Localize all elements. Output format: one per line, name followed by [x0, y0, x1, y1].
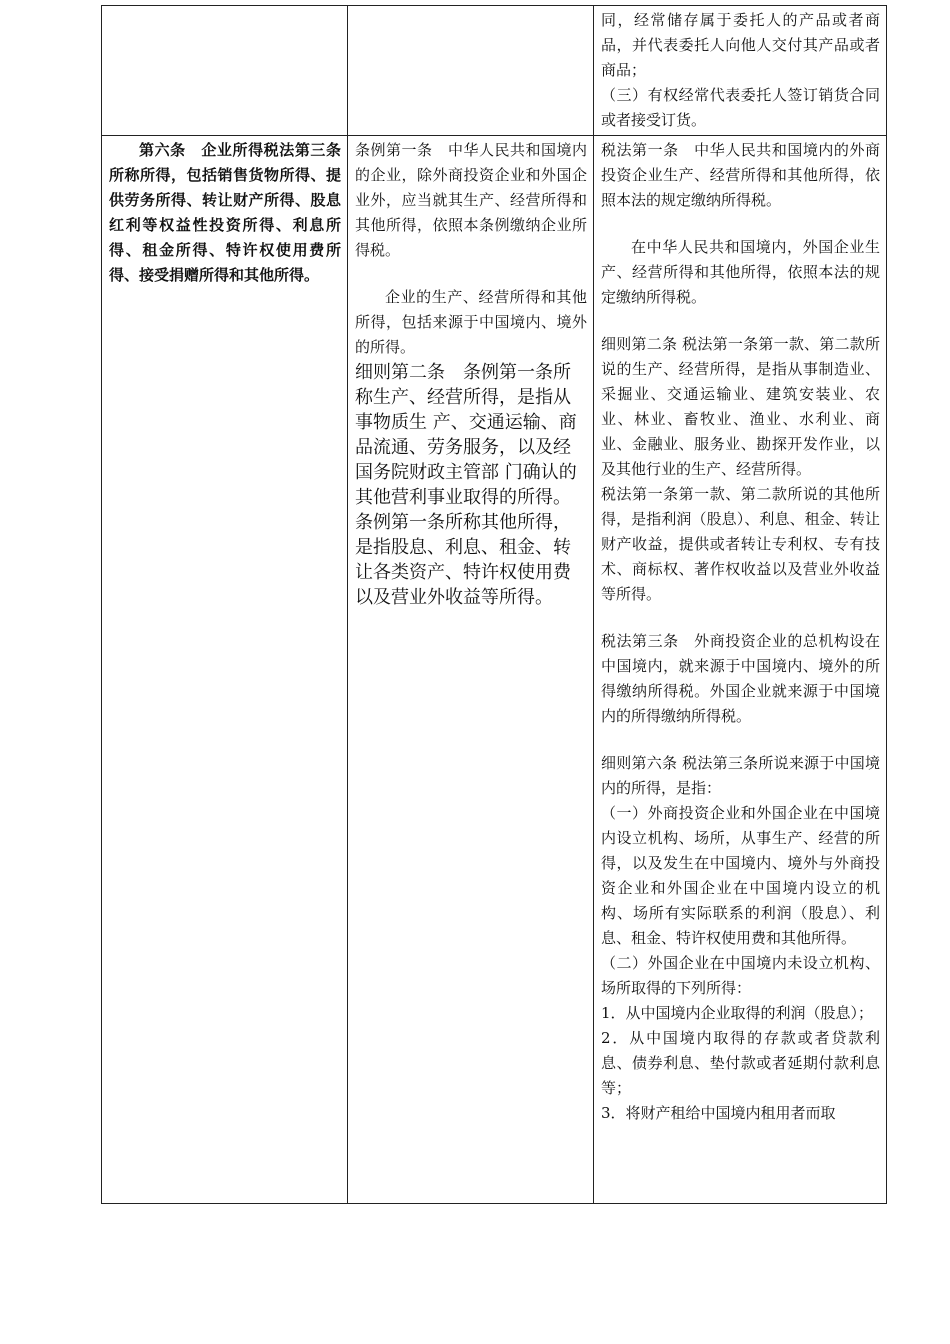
row1-col3-text: 同，经常储存属于委托人的产品或者商品，并代表委托人向他人交付其产品或者商品；	[601, 11, 880, 79]
row2-col1-cell	[102, 136, 348, 1204]
rules-article-six-item-one: （一）外商投资企业和外国企业在中国境内设立机构、场所，从事生产、经营的所得，以及发生在中国境内、境外与外商投资企业和外国企业在中国境内设立的机构、场所有实际联系的利润（股息）、利息、租金、特许权使用费和其他所得。	[601, 804, 880, 947]
row1-col3-cell	[594, 6, 887, 136]
list-item: 2．从中国境内取得的存款或者贷款利息、债券利息、垫付款或者延期付款利息等；	[601, 1029, 880, 1097]
list-item: 3．将财产租给中国境内租用者而取	[601, 1104, 836, 1122]
row1-col3-text: （三）有权经常代表委托人签订销货合同或者接受订货。	[601, 86, 880, 129]
article-six-text: 第六条 企业所得税法第三条所称所得，包括销售货物所得、提供劳务所得、转让财产所得、股息红利等权益性投资所得、利息所得、租金所得、特许权使用费所得、接受捐赠所得和其他所得。	[109, 141, 341, 284]
tax-law-article-three: 税法第三条 外商投资企业的总机构设在中国境内，就来源于中国境内、境外的所得缴纳所得税。外国企业就来源于中国境内的所得缴纳所得税。	[601, 632, 880, 725]
row1-col2-cell	[348, 6, 594, 136]
table-row	[102, 6, 887, 136]
table-row	[102, 136, 887, 1204]
regulation-article-one: 条例第一条 中华人民共和国境内的企业，除外商投资企业和外国企业外，应当就其生产、经营所得和其他所得，依照本条例缴纳企业所得税。	[355, 141, 587, 259]
regulation-article-one-scope: 企业的生产、经营所得和其他所得，包括来源于中国境内、境外的所得。	[355, 288, 587, 356]
tax-law-article-one: 税法第一条 中华人民共和国境内的外商投资企业生产、经营所得和其他所得，依照本法的规定缴纳所得税。	[601, 141, 880, 209]
row2-col3-cell	[594, 136, 887, 1204]
provision-comparison-table	[101, 5, 887, 1204]
list-item: 1．从中国境内企业取得的利润（股息）；	[601, 1004, 874, 1022]
rules-article-two-production: 细则第二条 税法第一条第一款、第二款所说的生产、经营所得，是指从事制造业、采掘业、交通运输业、建筑安装业、农业、林业、畜牧业、渔业、水利业、商业、金融业、服务业、勘探开发作业，以及其他行业的生产、经营所得。	[601, 335, 880, 478]
row2-col2-cell	[348, 136, 594, 1204]
rules-article-two-other-income: 税法第一条第一款、第二款所说的其他所得，是指利润（股息）、利息、租金、转让财产收益，提供或者转让专利权、专有技术、商标权、著作权收益以及营业外收益等所得。	[601, 485, 880, 603]
rules-article-two: 细则第二条 条例第一条所称生产、经营所得，是指从事物质生 产、交通运输、商品流通、劳务服务，以及经国务院财政主管部 门确认的其他营利事业取得的所得。条例第一条所称其他所得，是指股息、利息、租金、转让各类资产、特许权使用费以及营业外收益等所得。	[355, 362, 577, 608]
tax-law-article-one-foreign: 在中华人民共和国境内，外国企业生产、经营所得和其他所得，依照本法的规定缴纳所得税。	[601, 238, 880, 306]
rules-article-six: 细则第六条 税法第三条所说来源于中国境内的所得，是指：	[601, 754, 880, 797]
row1-col1-cell	[102, 6, 348, 136]
rules-article-six-item-two: （二）外国企业在中国境内未设立机构、场所取得的下列所得：	[601, 954, 880, 997]
